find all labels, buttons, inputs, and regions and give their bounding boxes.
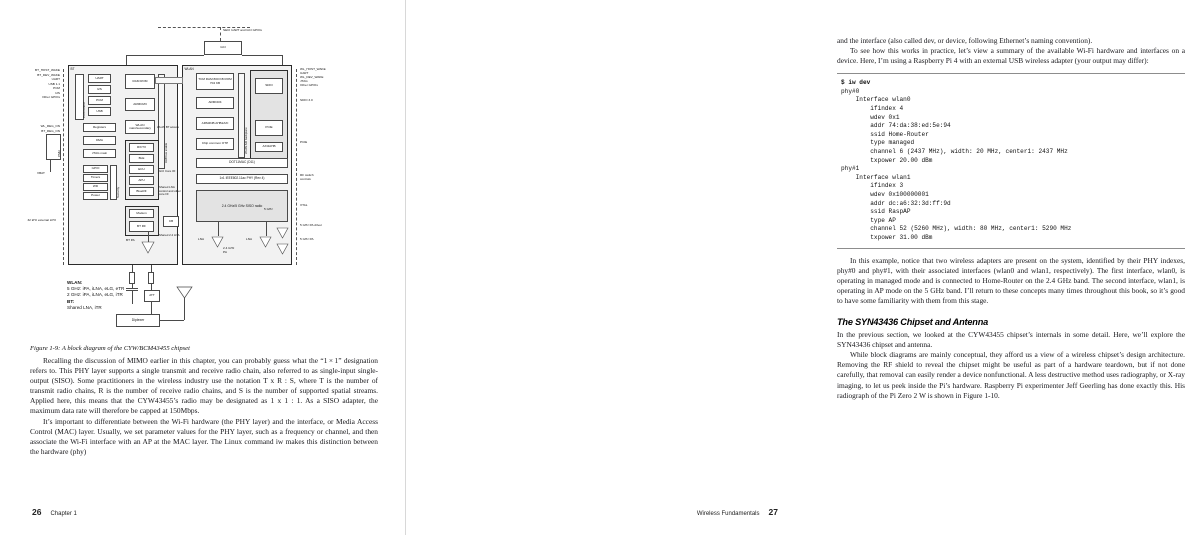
wlan-ram-sharing-link	[155, 77, 183, 84]
gci-right-connector-h	[242, 55, 282, 56]
left-page	[0, 0, 405, 535]
diplexer-in-a	[132, 314, 133, 315]
bt-jtag-main-block: JTAG main	[83, 149, 116, 158]
left-page-number: 26	[32, 507, 42, 517]
wlan-chip-common-otp-block: Chip common OTP	[196, 138, 234, 150]
wlan-pin-xtal: XTAL	[300, 203, 308, 207]
code-line-17: txpower 31.00 dBm	[841, 233, 933, 241]
bt-ble-block: BLE	[129, 154, 154, 163]
gci-left-connector	[126, 55, 127, 65]
wlan-pcie-block: PCIE	[255, 120, 283, 136]
code-line-14: ssid RaspAP	[841, 208, 911, 216]
wlan-pin-jtag: JTAG	[300, 79, 308, 83]
lna-5g-amp-icon	[259, 236, 273, 248]
wlan-pin-pcie: PCIE	[300, 140, 308, 144]
bt-ecu-block: ECU	[129, 165, 154, 174]
antenna-lead	[184, 298, 185, 320]
code-line-2: ifindex 4	[841, 105, 904, 113]
antenna-icon	[176, 286, 193, 299]
bt-timers-block: Timers	[83, 174, 108, 182]
bt-pin-dashed-edge	[63, 69, 64, 265]
bt-pa-label: BT PA	[126, 238, 135, 242]
code-line-8: txpower 20.00 dBm	[841, 156, 933, 164]
wlan-pin-wl-dev-wake: WL_DEV_WAKE	[300, 75, 324, 79]
wlan-pin-5ghz-pa: 5 GHz PA	[300, 237, 314, 241]
left-footer-label: Chapter 1	[50, 511, 77, 517]
bt-registers-block: Registers	[83, 123, 116, 132]
att-block: ATT	[144, 290, 160, 302]
bt-power-block: Power	[83, 192, 108, 200]
left-paragraph-2: It’s important to differentiate between the Wi-Fi hardware (the PHY layer) and the interface, or Media Access Control (MAC) layer. Usually, we set parameter values for the PHY layer, such as a frequency or channel, and then associate the Wi-Fi interface with an AP at the MAC layer. The Linux command iw makes this distinction between the hardware (phy)	[30, 416, 378, 456]
chipset-block-diagram	[27, 22, 375, 340]
diplexer-block: Diplexer	[116, 314, 160, 327]
bt-uart-block: UART	[88, 74, 111, 83]
wlan-pin-sdio: SDIO 3.0	[300, 98, 313, 102]
gci-left-connector-h	[126, 55, 204, 56]
bt-pa-amp-icon	[141, 241, 157, 254]
dot11mac-block: DOT11MAC (D11)	[196, 158, 288, 168]
pmu-pin-wl-reg-on: WL_REG_ON	[40, 124, 60, 128]
legend-bt-line: Shared LNA, iTR	[67, 304, 102, 310]
code-line-13: addr dc:a6:32:3d:ff:9d	[841, 199, 951, 207]
cap-plate-1a	[126, 288, 138, 289]
gci-block: GCI	[204, 41, 242, 55]
bt-pin-bt-host-wake: BT_HOST_WAKE	[35, 68, 60, 72]
bt-wlan-main-secondary-block: WLAN main/secondary	[125, 120, 155, 134]
bt-ahb-bus-label: AHB bus enable	[163, 142, 168, 163]
vbat-line	[50, 160, 51, 172]
right-section-paragraph-1: In the previous section, we looked at the CYW43455 chipset’s internals in some detail. Here, we’ll explore the SYN43436 chipset and antenna.	[837, 330, 1185, 350]
shared-24-lna-label: Shared 2.4 LNA	[159, 233, 180, 237]
left-paragraph-1: Recalling the discussion of MIMO earlier in this chapter, you can probably guess what the “1 × 1” designation refers to. This PHY layer supports a single transmit and receive radio chain, also referred to as single-input single-output (SISO). Some practitioners in the wireless industry use the notation T x R : S, where T is the number of transmit radio chains, R is the number of receive radio chains, and S is the number of supported spatial streams. Applied here, this means that the CYW43455’s radio may be designated as 1 x 1 : 1. As a SISO adapter, the maximum data rate will therefore be capped at 150Mbps.	[30, 356, 378, 416]
wlan-pin-rf-switch-controls: RF switch controls	[300, 173, 314, 181]
left-body-text	[30, 356, 378, 457]
bt-port-control-label: Port control	[82, 102, 86, 118]
legend-wlan-5ghz: 5 GHz: iPA, iLNA, eLG, eTR	[67, 286, 125, 292]
code-line-10: Interface wlan1	[841, 173, 911, 181]
bt-security-label: Security	[115, 186, 120, 198]
bt-armcm3-block: ARMCM3	[125, 98, 155, 111]
right-section-paragraph-2: While block diagrams are mainly conceptual, they afford us a view of a wireless chipset’s design architecture. Removing the RF shield to reveal the chipset might be useful as part of a hardware teardown, but if not done carefully, that removal can easily render a device nonfunctional. A less destructive method uses radiography, or X-ray imaging, to let us peek inside the Pi’s hardware. Raspberry Pi experimenter Jeff Geerling has done exactly this. His radiograph of the Pi Zero 2 W is shown in Figure 1-10.	[837, 350, 1185, 400]
bt-rxtx-block: RX/TX	[129, 143, 154, 152]
pmu-block	[46, 134, 61, 160]
xtal-lpo-label: 32 kHz external LPO	[27, 218, 56, 222]
bt-bluerf-block: BlueRF	[129, 187, 154, 196]
code-line-12: wdev 0x100000001	[841, 191, 929, 198]
legend-wlan-title: WLAN:	[67, 280, 83, 285]
bt-pin-i2s: I2S	[55, 90, 60, 95]
pa-5g-amp-icon	[276, 227, 290, 239]
bt-pin-usb: USB 1.1	[48, 81, 60, 86]
block-diagram-figure	[27, 22, 375, 340]
lna-5g-label: LNA	[246, 237, 253, 241]
code-line-0: phy#0	[841, 87, 860, 95]
right-page	[405, 0, 1185, 535]
wlan-arm4nb-block: ARM4NB AHB2AXI	[196, 117, 234, 130]
bt-gpio-block: GPIO	[83, 165, 108, 173]
siso-radio-block: 2.4 GHz/5 GHz SISO radio	[196, 190, 288, 222]
cb-block: CB	[163, 216, 179, 227]
bt-i2s-block: I2S	[88, 85, 111, 94]
wlan-pin-dashed-edge	[296, 69, 297, 265]
wlan-pin-other-gpios: Other GPIOs	[300, 83, 318, 87]
band-label-5ghz: 5 GHz	[264, 207, 273, 211]
bt-pin-other-gpios: Other GPIOs	[42, 95, 60, 99]
wlan-group-label: WLAN	[184, 67, 194, 71]
figure-caption: Figure 1-9: A block diagram of the CYW/BCM43455 chipset	[30, 345, 190, 352]
right-paragraph-after-code: In this example, notice that two wireless adapters are present on the system, identified by their PHY indexes, phy#0 and phy#1, with their associated interfaces (wlan0 and wlan1, respectively). The first interface, wlan0, is operating in managed mode and is connected to Home-Router on the 2.4 GHz band. The second interface, wlan1, is operating in AP mode on the 5 GHz band. I’ll return to these concepts many times throughout this book, so it’s good to have some familiarity with them from this stage.	[837, 255, 1185, 305]
lna-2g-label: LNA	[198, 237, 205, 241]
bt-usb-block: USB	[88, 107, 111, 116]
diplexer-ant-lead	[160, 320, 184, 321]
wlan-axi-backplane	[238, 73, 248, 158]
match-lead-3	[151, 265, 152, 272]
right-page-number: 27	[768, 507, 778, 517]
section-heading: The SYN43436 Chipset and Antenna	[837, 317, 989, 328]
legend-bt-title: BT:	[67, 298, 75, 304]
bt-pin-uart: UART	[51, 77, 60, 81]
seci-uart-label: SECI UART and GCI GPIOs	[223, 28, 262, 32]
legend-wlan-2ghz: 2 GHz: iPA, iLNA, eLG, iTR	[67, 292, 123, 298]
bt-ahb-bus-enable	[158, 74, 168, 169]
right-page-footer	[697, 507, 778, 517]
wlan-tcm-ram-block: TCM RAM 800 KB ROM 704 KB	[196, 73, 234, 90]
pmu-pin-bt-reg-on: BT_REG_ON	[41, 128, 60, 133]
code-line-7: channel 6 (2437 MHz), width: 20 MHz, center1: 2437 MHz	[841, 148, 1068, 156]
bt-group-label: BT	[70, 67, 75, 71]
right-paragraph-intro: To see how this works in practice, let’s view a summary of the available Wi-Fi hardware and interfaces on a device. Here, I’m using a Raspberry Pi 4 with an external USB wireless adapter (your output may differ):	[837, 46, 1185, 66]
iw-dev-code-block	[837, 73, 1185, 248]
seci-dashed-line	[220, 27, 221, 41]
bt-pcm-block: PCM	[88, 96, 111, 105]
wlan-sdio-block: SDIO	[255, 78, 283, 94]
phy-block: 1x1 IEEE802.11ac PHY (Rev 4)	[196, 174, 288, 184]
rf-feed-2g	[218, 222, 219, 236]
right-body-text	[837, 36, 1185, 401]
code-line-3: wdev 0x1	[841, 113, 900, 121]
code-line-5: ssid Home-Router	[841, 130, 929, 138]
bt-modem-block: Modem	[129, 209, 154, 218]
code-line-15: type AP	[841, 216, 896, 224]
wlan-bt-access-label: WLAN BT access	[157, 125, 179, 129]
wlan-pin-uart: UART	[300, 71, 309, 75]
rf-feed-5g	[266, 222, 267, 236]
code-line-16: channel 52 (5260 MHz), width: 80 MHz, center1: 5290 MHz	[841, 225, 1072, 233]
vbat-label: VBAT	[37, 171, 45, 175]
code-command: $ iw dev	[841, 79, 871, 87]
code-line-6: type managed	[841, 139, 915, 147]
wlan-axi-backplane-label: WLAN AXI backplane	[243, 127, 248, 154]
code-line-1: Interface wlan0	[841, 96, 911, 104]
wlan-axi2ahb-block: AXI2AHB	[255, 142, 283, 152]
att-out-lead	[151, 302, 152, 314]
bt-dma-block: DMA	[83, 136, 116, 145]
gci-right-connector	[282, 55, 283, 65]
right-footer-label: Wireless Fundamentals	[696, 511, 760, 517]
wlan-armcr4-block: ARMCR4	[196, 97, 234, 109]
match-lead-0	[132, 265, 133, 272]
bt-pin-pcm: PCM	[53, 86, 60, 90]
diagram-legend	[67, 280, 124, 311]
gci-core-if-label: GCI Core I/F	[159, 169, 176, 173]
pa-2g-label: 2.4 GHz PA	[223, 246, 235, 254]
match-component-2	[148, 272, 154, 284]
bt-port-control-block	[75, 74, 84, 120]
bt-apu-block: APU	[129, 176, 154, 185]
bt-wd-block: WD	[83, 183, 108, 191]
match-component-1	[129, 272, 135, 284]
left-page-footer	[32, 507, 77, 517]
match-lead-1	[132, 284, 133, 288]
code-line-9: phy#1	[841, 165, 860, 173]
bt-ram-rom-block: RAM ROM	[125, 74, 155, 89]
shared-lna-control-label: Shared LNA control and other core I/F	[159, 185, 181, 197]
wlan-pin-wl-host-wake: WL_HOST_WAKE	[300, 67, 326, 71]
pmu-label: PMU	[57, 150, 61, 157]
code-line-4: addr 74:da:38:ed:5e:94	[841, 122, 951, 130]
right-paragraph-top: and the interface (also called dev, or device, following Ethernet’s naming convention).	[837, 36, 1093, 45]
wlan-pin-5ghz-pa-driver: 5 GHz PA driver	[300, 223, 322, 227]
bt-security-block	[110, 165, 120, 200]
bt-rf-block: BT RF	[129, 221, 154, 232]
bt-pin-bt-dev-wake: BT_DEV_WAKE	[37, 72, 60, 77]
pa-5g-driver-amp-icon	[276, 243, 290, 255]
match-lead-2	[132, 290, 133, 304]
code-line-11: ifindex 3	[841, 182, 904, 190]
